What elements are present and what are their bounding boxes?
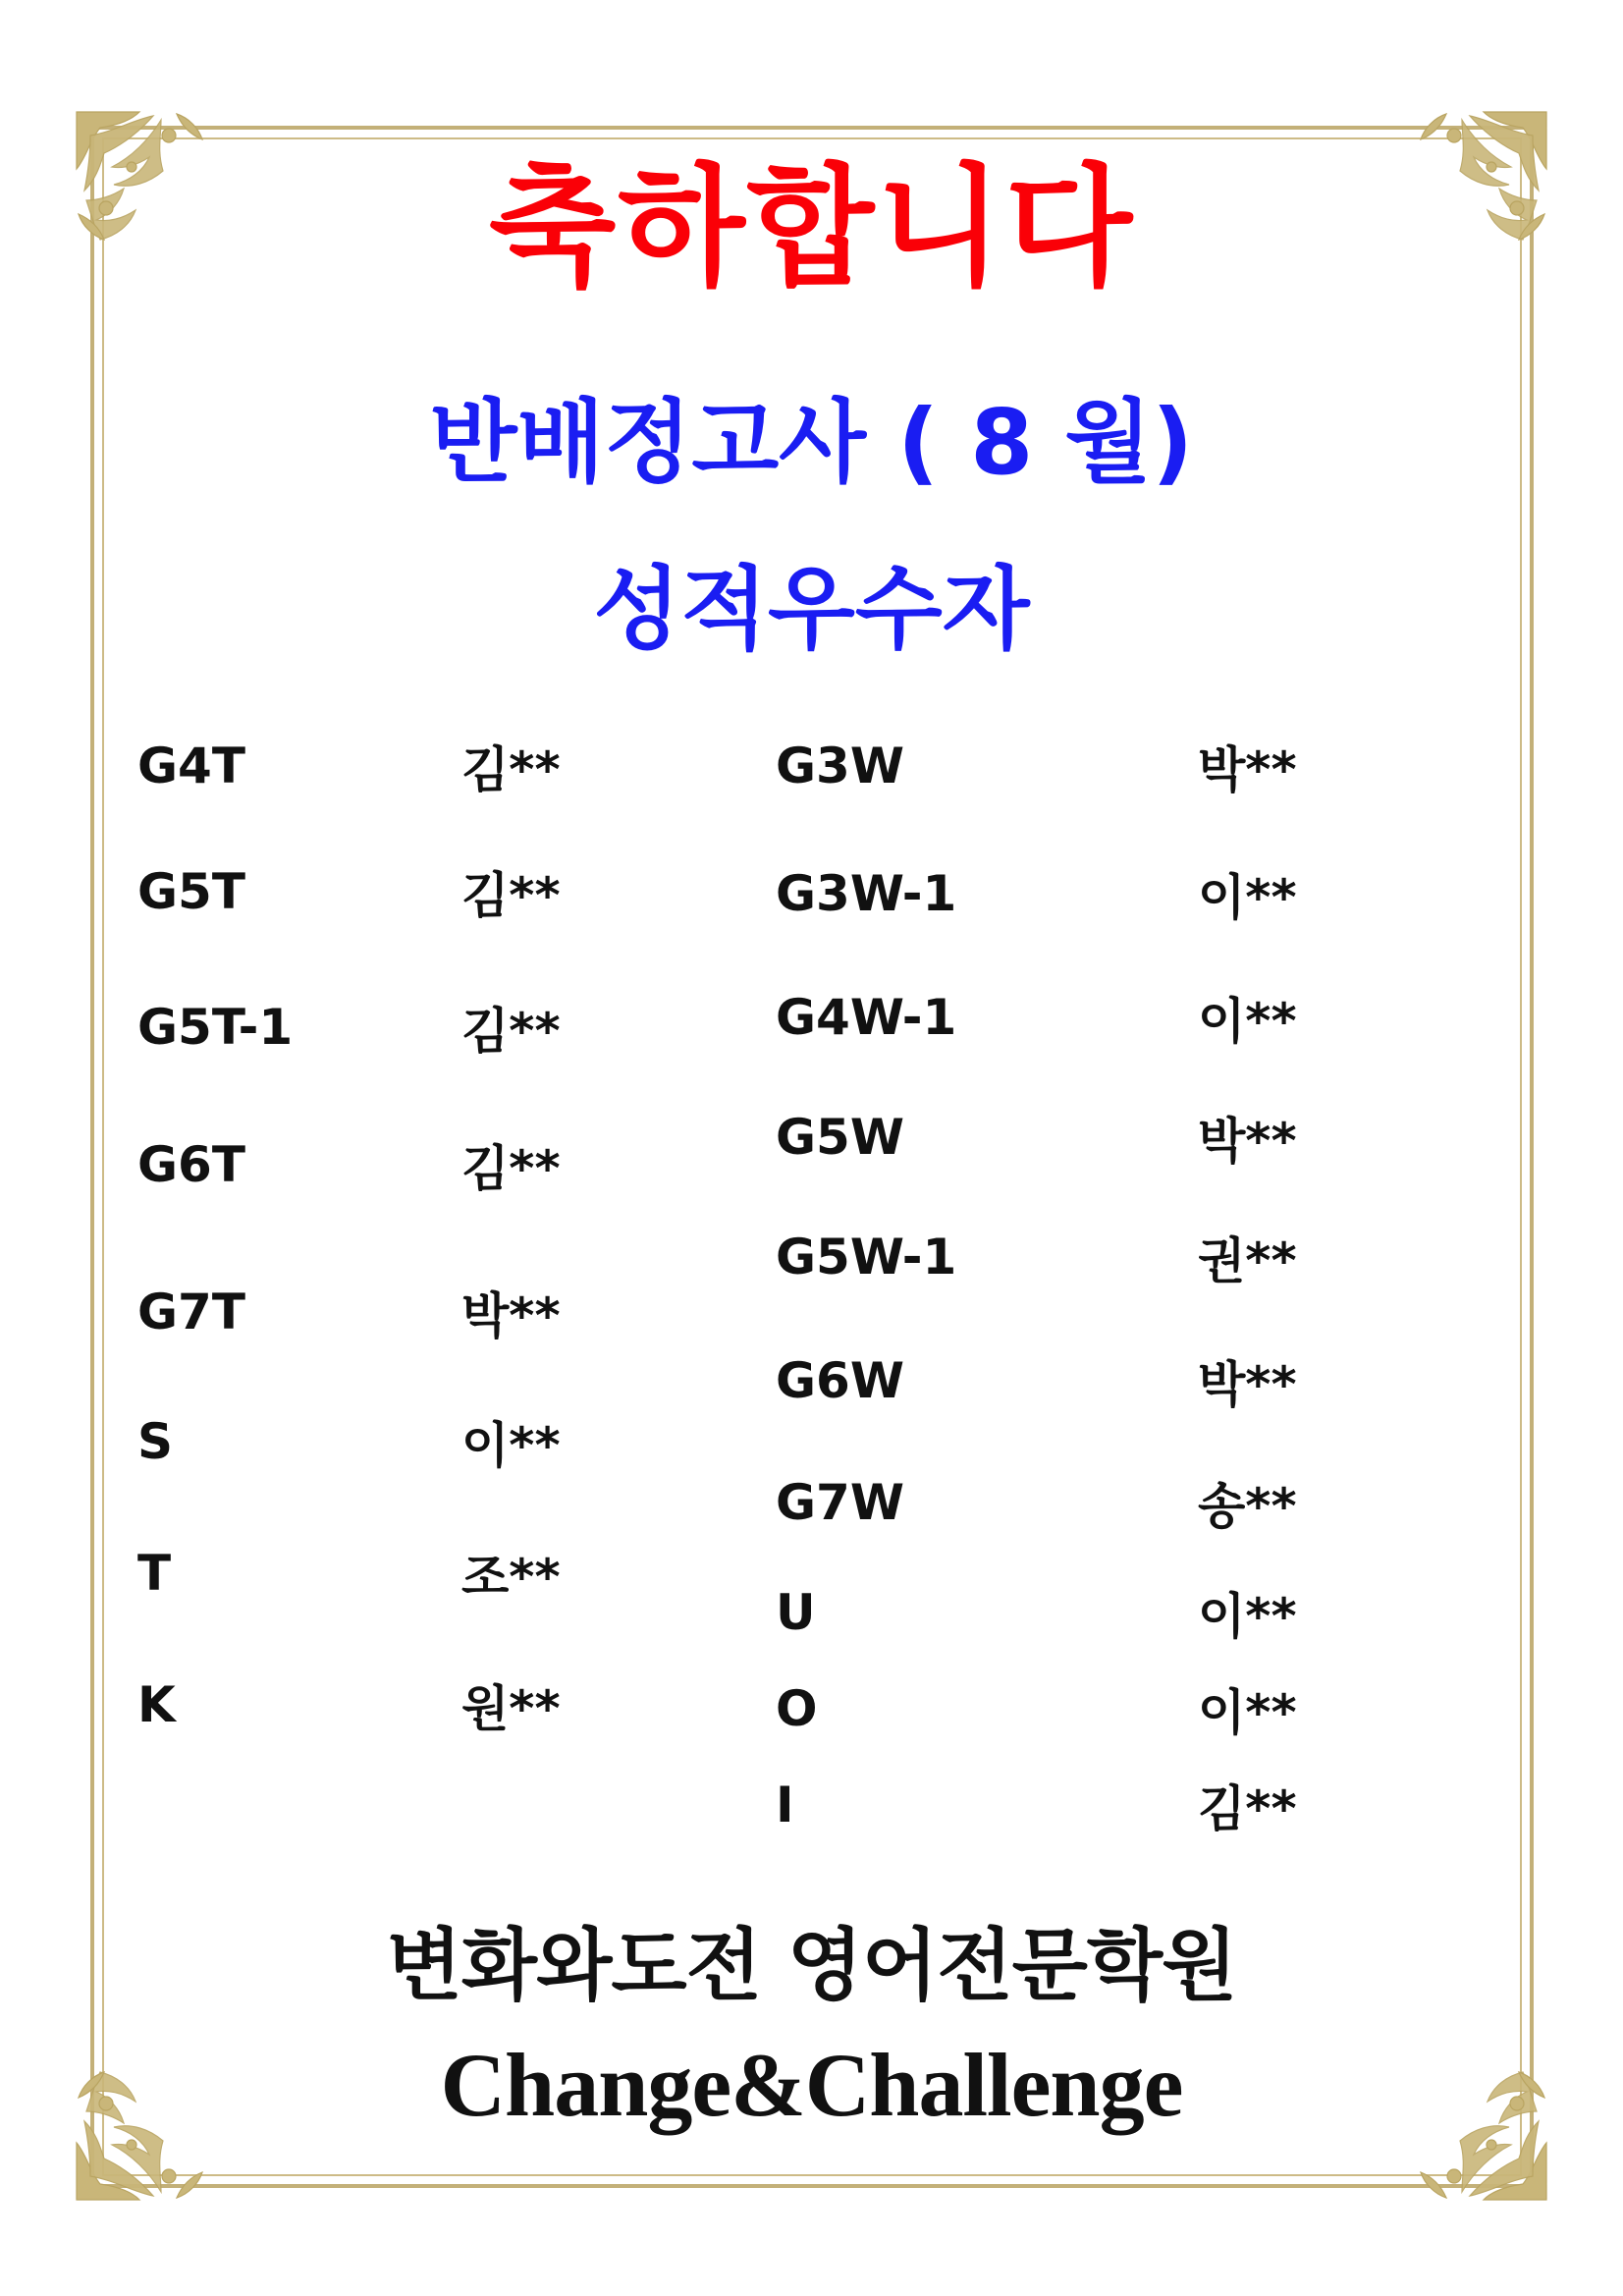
class-code: T bbox=[137, 1545, 172, 1602]
academy-name-english: Change&Challenge bbox=[440, 2035, 1183, 2135]
student-name: 김** bbox=[461, 867, 561, 924]
honor-roll-column-right bbox=[776, 727, 1463, 1886]
subtitle-exam-name: 반배정고사 ( 8 월) bbox=[429, 390, 1194, 495]
student-name: 권** bbox=[1198, 1232, 1297, 1289]
class-code: G6T bbox=[137, 1136, 245, 1193]
student-name: 김** bbox=[461, 1003, 561, 1060]
honor-roll-column-left bbox=[137, 727, 756, 1886]
student-name: 이** bbox=[461, 1417, 561, 1474]
class-code: S bbox=[137, 1413, 174, 1470]
class-code: G4T bbox=[137, 738, 245, 794]
student-name: 김** bbox=[1198, 1780, 1297, 1837]
class-code: G5W bbox=[776, 1109, 904, 1166]
student-name: 원** bbox=[461, 1680, 561, 1737]
student-name: 김** bbox=[461, 741, 561, 798]
student-name: 박** bbox=[1198, 741, 1297, 798]
class-code: G5W-1 bbox=[776, 1229, 957, 1285]
student-name: 조** bbox=[461, 1549, 561, 1606]
class-code: I bbox=[776, 1777, 794, 1833]
student-name: 이** bbox=[1198, 1684, 1297, 1741]
class-code: G5T bbox=[137, 863, 245, 920]
page-title-congratulations: 축하합니다 bbox=[488, 151, 1135, 304]
class-code: G6W bbox=[776, 1352, 904, 1409]
student-name: 박** bbox=[1198, 1113, 1297, 1170]
class-code: G3W bbox=[776, 738, 904, 794]
student-name: 이** bbox=[1198, 1588, 1297, 1645]
class-code: K bbox=[137, 1676, 176, 1733]
class-code: G3W-1 bbox=[776, 865, 957, 922]
class-code: G4W-1 bbox=[776, 989, 957, 1046]
student-name: 박** bbox=[1198, 1356, 1297, 1413]
student-name: 이** bbox=[1198, 869, 1297, 926]
student-name: 이** bbox=[1198, 993, 1297, 1050]
student-name: 김** bbox=[461, 1140, 561, 1197]
honor-roll-lists bbox=[118, 727, 1512, 1886]
class-code: U bbox=[776, 1584, 816, 1641]
student-name: 박** bbox=[461, 1287, 561, 1344]
class-code: G7W bbox=[776, 1474, 904, 1531]
subtitle-honor-students: 성적우수자 bbox=[593, 557, 1030, 662]
academy-name-korean: 변화와도전 영어전문학원 bbox=[386, 1920, 1237, 2011]
class-code: G5T-1 bbox=[137, 999, 294, 1056]
class-code: O bbox=[776, 1680, 818, 1737]
student-name: 송** bbox=[1198, 1478, 1297, 1535]
class-code: G7T bbox=[137, 1284, 245, 1340]
